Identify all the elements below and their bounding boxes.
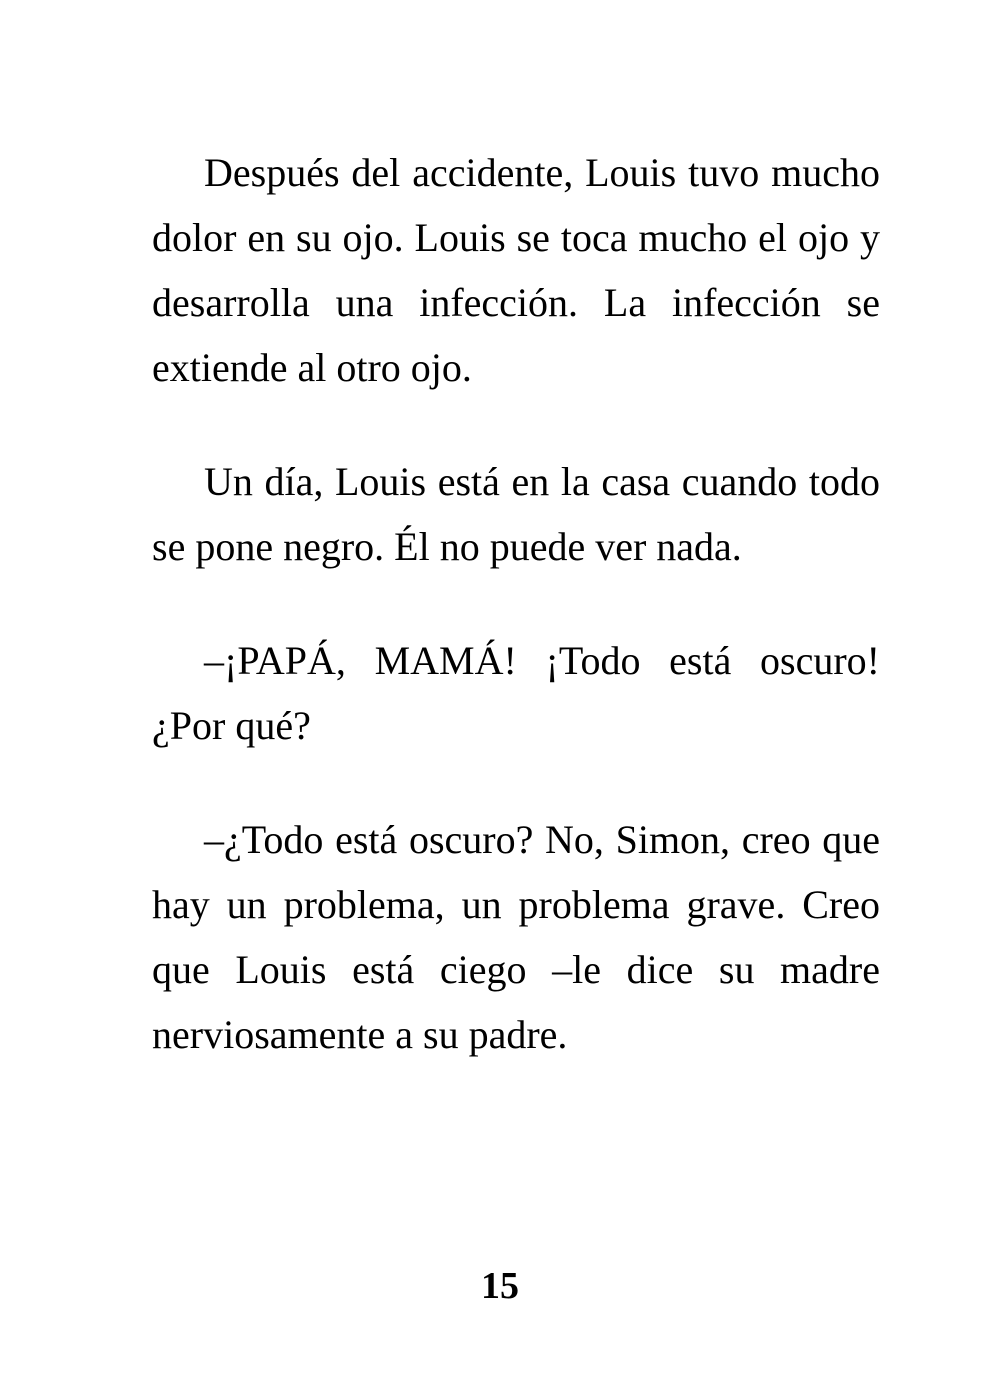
paragraph-4: –¿Todo está oscuro? No, Simon, creo que hay un problema, un problema grave. Creo que Louis está ciego –le dice su madre nerviosamente a su padre.	[152, 817, 880, 1057]
page-body-text	[152, 140, 880, 1067]
page-number: 15	[481, 1265, 519, 1307]
paragraph-2: Un día, Louis está en la casa cuando todo se pone negro. Él no puede ver nada.	[152, 459, 880, 569]
paragraph-1: Después del accidente, Louis tuvo mucho dolor en su ojo. Louis se toca mucho el ojo y desarrolla una infección. La infección se extiende al otro ojo.	[152, 150, 880, 390]
paragraph-3: –¡PAPÁ, MAMÁ! ¡Todo está oscuro! ¿Por qué?	[152, 638, 880, 748]
